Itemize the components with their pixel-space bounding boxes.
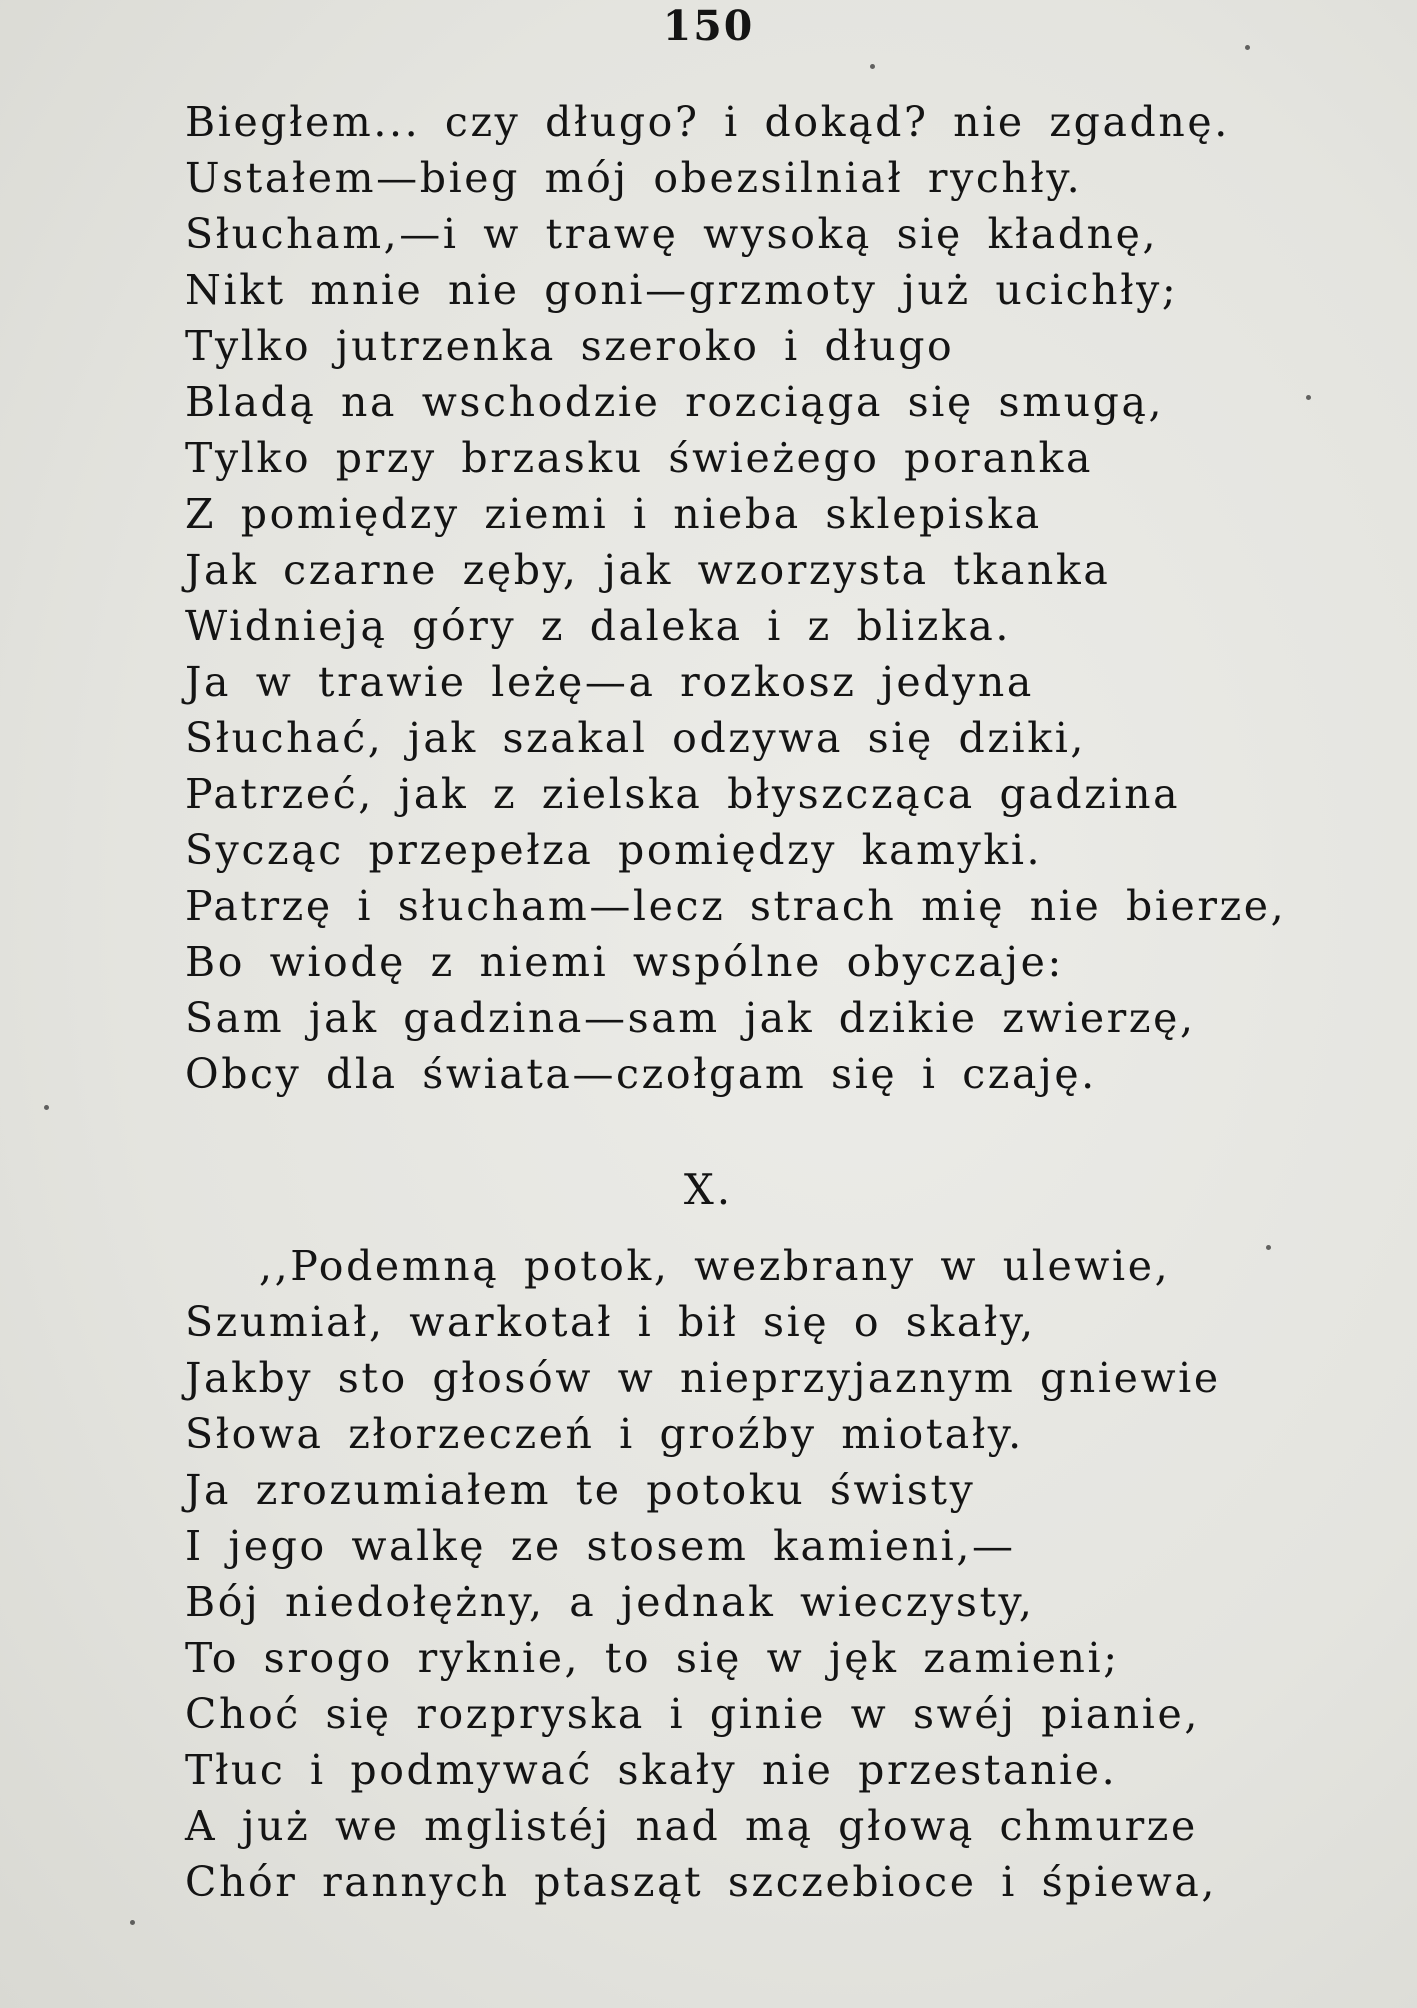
verse-line: Ja zrozumiałem te potoku świsty [185, 1466, 976, 1514]
verse-line: Słuchać, jak szakal odzywa się dziki, [185, 714, 1087, 762]
verse-line: Choć się rozpryska i ginie w swéj pianie, [185, 1690, 1200, 1738]
paper-speck [1245, 45, 1250, 50]
stanza-2 [185, 1238, 1221, 1910]
verse-line: Biegłem... czy długo? i dokąd? nie zgadnę. [185, 98, 1230, 146]
verse-line: Ustałem—bieg mój obezsilniał rychły. [185, 154, 1083, 202]
verse-line: Patrzeć, jak z zielska błyszcząca gadzina [185, 770, 1181, 818]
verse-line: Nikt mnie nie goni—grzmoty już ucichły; [185, 266, 1179, 314]
verse-line: Patrzę i słucham—lecz strach mię nie bierze, [185, 882, 1287, 930]
verse-line: Ja w trawie leżę—a rozkosz jedyna [185, 658, 1034, 706]
verse-line: Sam jak gadzina—sam jak dzikie zwierzę, [185, 994, 1196, 1042]
verse-line: Bój niedołężny, a jednak wieczysty, [185, 1578, 1035, 1626]
verse-line: Szumiał, warkotał i bił się o skały, [185, 1298, 1036, 1346]
section-heading: X. [683, 1165, 734, 1214]
verse-line: Obcy dla świata—czołgam się i czaję. [185, 1050, 1097, 1098]
paper-speck [1266, 1245, 1271, 1250]
page-number: 150 [662, 2, 755, 50]
verse-line: To srogo ryknie, to się w jęk zamieni; [185, 1634, 1120, 1682]
verse-line: Chór rannych ptasząt szczebioce i śpiewa, [185, 1858, 1218, 1906]
paper-speck [130, 1920, 135, 1925]
verse-line: Słucham,—i w trawę wysoką się kładnę, [185, 210, 1159, 258]
verse-line: A już we mglistéj nad mą głową chmurze [185, 1802, 1198, 1850]
verse-line: Sycząc przepełza pomiędzy kamyki. [185, 826, 1043, 874]
stanza-1 [185, 94, 1286, 1102]
paper-speck [1306, 395, 1311, 400]
verse-line: Bo wiodę z niemi wspólne obyczaje: [185, 938, 1064, 986]
verse-line: Tłuc i podmywać skały nie przestanie. [185, 1746, 1118, 1794]
verse-line: Z pomiędzy ziemi i nieba sklepiska [185, 490, 1042, 538]
verse-line: Jak czarne zęby, jak wzorzysta tkanka [185, 546, 1111, 594]
paper-speck [44, 1105, 49, 1110]
verse-line: ,,Podemną potok, wezbrany w ulewie, [259, 1242, 1171, 1290]
verse-line: Widnieją góry z daleka i z blizka. [185, 602, 1012, 650]
verse-line: Tylko przy brzasku świeżego poranka [185, 434, 1094, 482]
verse-line: I jego walkę ze stosem kamieni,— [185, 1522, 1016, 1570]
verse-line: Jakby sto głosów w nieprzyjaznym gniewie [185, 1354, 1221, 1402]
verse-line: Słowa złorzeczeń i groźby miotały. [185, 1410, 1024, 1458]
paper-speck [870, 64, 875, 69]
verse-line: Bladą na wschodzie rozciąga się smugą, [185, 378, 1165, 426]
verse-line: Tylko jutrzenka szeroko i długo [185, 322, 955, 370]
